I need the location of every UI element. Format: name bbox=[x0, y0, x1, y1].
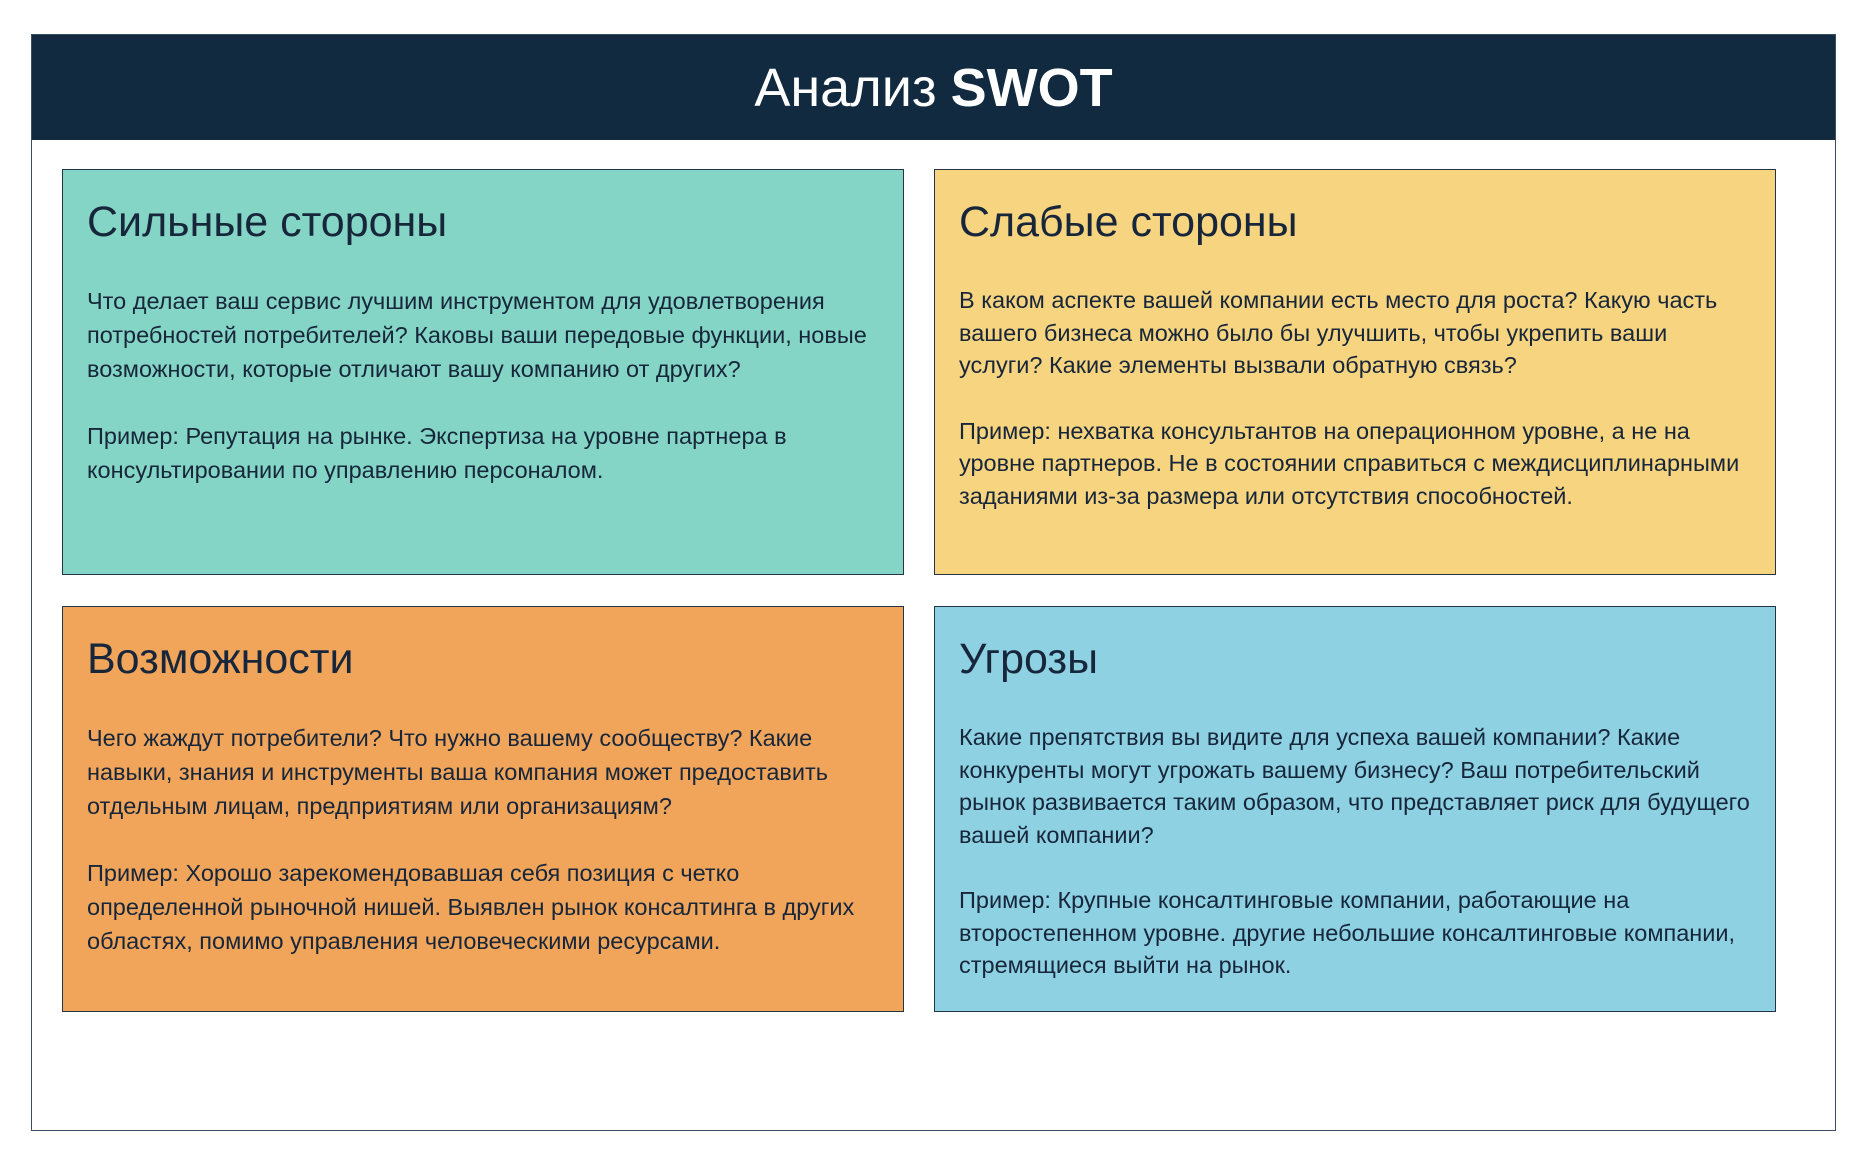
weaknesses-quadrant bbox=[934, 169, 1776, 575]
opportunities-quadrant bbox=[62, 606, 904, 1012]
threats-question: Какие препятствия вы видите для успеха вашей компании? Какие конкуренты могут угрожать вашему бизнесу? Ваш потребительский рынок развивается таким образом, что представляет риск для будущего вашей компании? bbox=[959, 724, 1750, 848]
header-title-regular: Анализ bbox=[754, 57, 937, 118]
strengths-title: Сильные стороны bbox=[87, 198, 448, 246]
threats-title: Угрозы bbox=[959, 635, 1099, 683]
strengths-quadrant bbox=[62, 169, 904, 575]
weaknesses-example: Пример: нехватка консультантов на операционном уровне, а не на уровне партнеров. Не в состоянии справиться с междисциплинарными заданиями из-за размера или отсутствия способностей. bbox=[959, 417, 1740, 509]
strengths-question: Что делает ваш сервис лучшим инструментом для удовлетворения потребностей потребителей? Каковы ваши передовые функции, новые возможности, которые отличают вашу компанию от других? bbox=[87, 288, 867, 382]
opportunities-example: Пример: Хорошо зарекомендовавшая себя позиция с четко определенной рыночной нишей. Выявлен рынок консалтинга в других областях, помимо управления человеческими ресурсами. bbox=[87, 860, 855, 954]
opportunities-title: Возможности bbox=[87, 635, 354, 683]
threats-quadrant bbox=[934, 606, 1776, 1012]
weaknesses-title: Слабые стороны bbox=[959, 198, 1298, 246]
threats-example: Пример: Крупные консалтинговые компании, работающие на второстепенном уровне. другие небольшие консалтинговые компании, стремящиеся выйти на рынок. bbox=[959, 887, 1736, 978]
header-bar bbox=[32, 35, 1835, 140]
weaknesses-question: В каком аспекте вашей компании есть место для роста? Какую часть вашего бизнеса можно было бы улучшить, чтобы укрепить ваши услуги? Какие элементы вызвали обратную связь? bbox=[959, 287, 1718, 378]
header-title-bold: SWOT bbox=[950, 57, 1113, 118]
opportunities-question: Чего жаждут потребители? Что нужно вашему сообществу? Какие навыки, знания и инструменты ваша компания может предоставить отдельным лицам, предприятиям или организациям? bbox=[87, 725, 829, 819]
strengths-example: Пример: Репутация на рынке. Экспертиза на уровне партнера в консультировании по управлению персоналом. bbox=[87, 423, 787, 483]
